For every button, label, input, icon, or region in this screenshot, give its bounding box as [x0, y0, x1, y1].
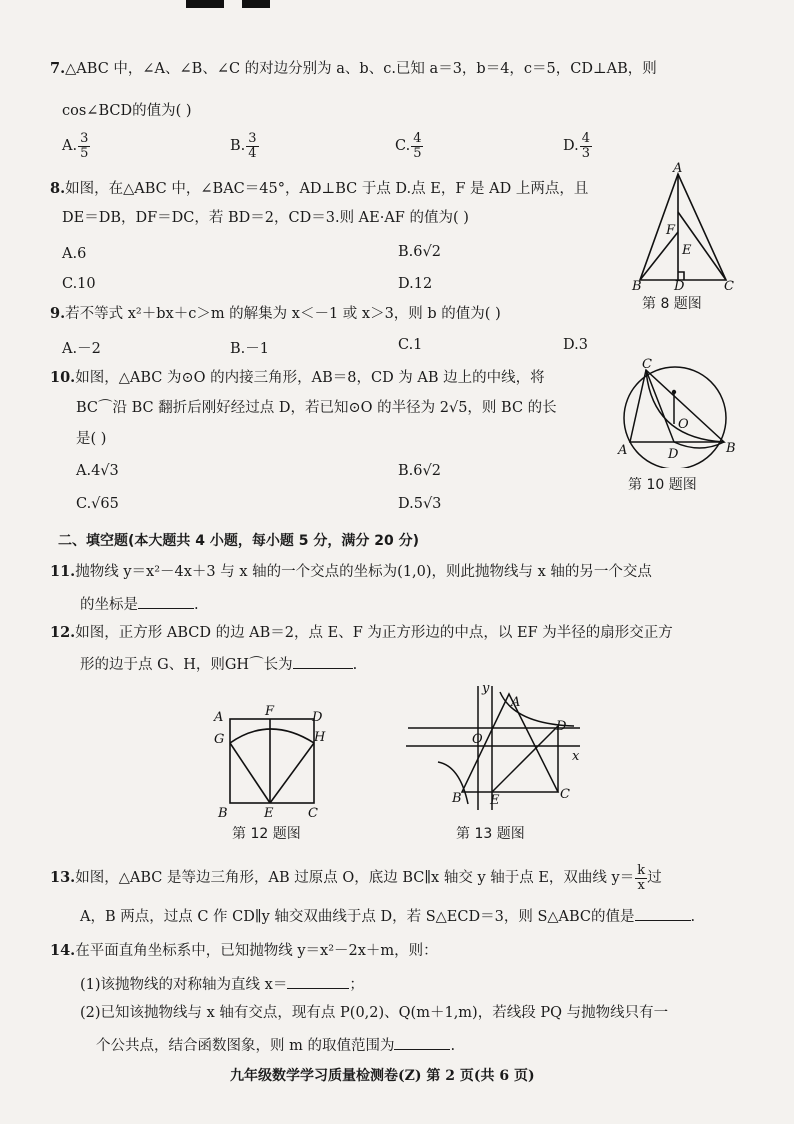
q9-option-b[interactable]: B.－1 [230, 341, 269, 357]
label-E: E [264, 806, 274, 821]
answer-blank-13[interactable] [635, 906, 691, 921]
section-2-header: 二、填空题(本大题共 4 小题，每小题 5 分，满分 20 分) [58, 533, 420, 549]
question-10: 10.如图，△ABC 为⊙O 的内接三角形，AB＝8，CD 为 AB 边上的中线，将 [50, 369, 545, 386]
scan-mark [242, 0, 270, 8]
label-F: F [666, 223, 676, 238]
q8-option-a[interactable]: A.6 [62, 246, 87, 262]
label-B: B [452, 791, 462, 806]
question-9: 9.若不等式 x²＋bx＋c＞m 的解集为 x＜－1 或 x＞3，则 b 的值为( ) [50, 305, 501, 322]
q7-option-b[interactable]: B. $\frac{3}{4}$ [230, 131, 257, 161]
q9-option-c[interactable]: C.1 [398, 337, 423, 353]
label-C: C [560, 787, 570, 802]
answer-blank-11[interactable] [138, 594, 194, 609]
q10-option-b[interactable]: B.6√2 [398, 463, 441, 479]
label-A: A [214, 710, 224, 725]
question-12: 12.如图，正方形 ABCD 的边 AB＝2，点 E、F 为正方形边的中点，以 EF 为半径的扇形交正方 [50, 624, 673, 641]
question-14-part1: (1)该抛物线的对称轴为直线 x＝ ； [80, 974, 364, 994]
label-D: D [668, 447, 679, 462]
figure-q13 [404, 682, 588, 814]
q8-option-b[interactable]: B.6√2 [398, 244, 441, 260]
q7-option-d[interactable]: D. $\frac{4}{3}$ [563, 131, 590, 161]
label-B: B [726, 441, 736, 456]
label-x: x [572, 749, 580, 764]
label-O: O [678, 417, 689, 432]
q10-option-a[interactable]: A.4√3 [76, 463, 119, 479]
label-E: E [682, 243, 692, 258]
label-D: D [674, 279, 685, 292]
answer-blank-14-2[interactable] [394, 1035, 450, 1050]
question-13-line2: A，B 两点，过点 C 作 CD∥y 轴交双曲线于点 D，若 S△ECD＝3，则 S△ABC的值是 . [80, 906, 695, 926]
question-14-part2-line2: 个公共点，结合函数图象，则 m 的取值范围为 . [96, 1035, 455, 1055]
question-11: 11.抛物线 y＝x²－4x＋3 与 x 轴的一个交点的坐标为(1,0)，则此抛物线与 x 轴的另一个交点 [50, 563, 652, 580]
caption-q8: 第 8 题图 [642, 296, 702, 312]
fraction-k-over-x: $\frac{k}{x}$ [637, 863, 646, 893]
answer-blank-12[interactable] [293, 654, 353, 669]
label-y: y [482, 682, 490, 696]
question-10-line3: 是( ) [76, 431, 107, 447]
q8-option-d[interactable]: D.12 [398, 276, 433, 292]
question-10-line2: BC⌒沿 BC 翻折后刚好经过点 D，若已知⊙O 的半径为 2√5，则 BC 的长 [76, 400, 557, 416]
label-A: A [673, 162, 683, 176]
caption-q10: 第 10 题图 [628, 477, 697, 493]
answer-blank-14-1[interactable] [287, 974, 349, 989]
figure-q8 [628, 162, 740, 292]
q8-option-c[interactable]: C.10 [62, 276, 96, 292]
q9-option-d[interactable]: D.3 [563, 337, 588, 353]
label-G: G [214, 732, 225, 747]
label-D: D [556, 719, 567, 734]
scan-mark [186, 0, 224, 8]
label-F: F [265, 704, 275, 719]
caption-q12: 第 12 题图 [232, 826, 301, 842]
label-D: D [312, 710, 323, 725]
label-C: C [724, 279, 734, 292]
page-footer: 九年级数学学习质量检测卷(Z) 第 2 页(共 6 页) [230, 1068, 535, 1084]
question-8-line2: DE＝DB，DF＝DC，若 BD＝2，CD＝3.则 AE·AF 的值为( ) [62, 210, 469, 226]
label-C: C [642, 358, 652, 372]
figure-q12 [208, 703, 328, 825]
q7-option-a[interactable]: A. $\frac{3}{5}$ [62, 131, 89, 161]
question-12-line2: 形的边于点 G、H，则GH⌒长为 . [80, 654, 357, 674]
question-7-line2: cos∠BCD的值为( ) [62, 103, 192, 119]
q7-option-c[interactable]: C. $\frac{4}{5}$ [395, 131, 422, 161]
question-14: 14.在平面直角坐标系中，已知抛物线 y＝x²－2x＋m，则： [50, 942, 438, 959]
label-A: A [511, 695, 521, 710]
figure-q10 [612, 358, 742, 468]
label-C: C [308, 806, 318, 821]
question-11-line2: 的坐标是 . [80, 594, 199, 614]
question-14-part2: (2)已知该抛物线与 x 轴有交点，现有点 P(0,2)、Q(m＋1,m)，若线段 PQ 与抛物线只有一 [80, 1005, 669, 1021]
label-A: A [618, 443, 628, 458]
q9-option-a[interactable]: A.－2 [62, 341, 101, 357]
label-H: H [314, 730, 326, 745]
label-B: B [218, 806, 228, 821]
caption-q13: 第 13 题图 [456, 826, 525, 842]
label-O: O [472, 732, 483, 747]
question-13: 13.如图，△ABC 是等边三角形，AB 过原点 O，底边 BC∥x 轴交 y 轴于点 E，双曲线 y＝ $\frac{k}{x}$ 过 [50, 863, 662, 893]
q10-option-c[interactable]: C.√65 [76, 496, 119, 512]
label-B: B [632, 279, 642, 292]
q10-option-d[interactable]: D.5√3 [398, 496, 442, 512]
question-7: 7.△ABC 中，∠A、∠B、∠C 的对边分别为 a、b、c.已知 a＝3，b＝4，c＝5，CD⊥AB，则 [50, 60, 657, 77]
question-8: 8.如图，在△ABC 中，∠BAC＝45°，AD⊥BC 于点 D.点 E，F 是 AD 上两点，且 [50, 180, 589, 197]
label-E: E [490, 793, 500, 808]
